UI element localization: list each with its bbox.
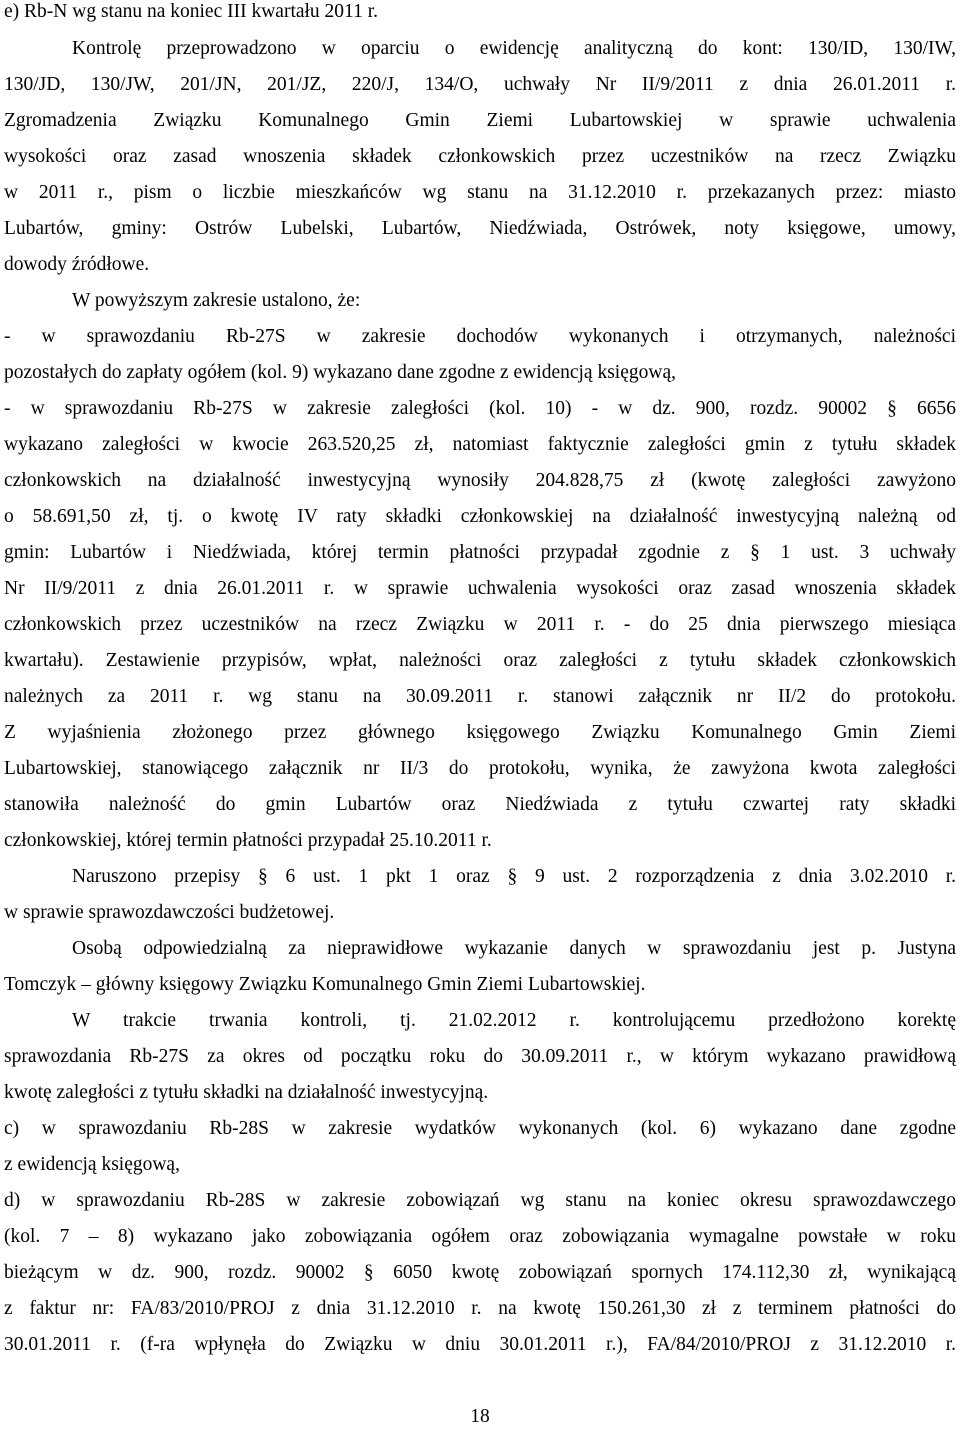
text-line: gmin: Lubartów i Niedźwiada, której termin płatności przypadał zgodnie z § 1 ust. 3 uchwały xyxy=(4,542,956,563)
text-line: Zgromadzenia Związku Komunalnego Gmin Ziemi Lubartowskiej w sprawie uchwalenia xyxy=(4,110,956,131)
text-line: 30.01.2011 r. (f-ra wpłynęła do Związku w dniu 30.01.2011 r.), FA/84/2010/PROJ z 31.12.2010 r. xyxy=(4,1334,956,1355)
text-line: W powyższym zakresie ustalono, że: xyxy=(72,290,361,311)
text-line: e) Rb-N wg stanu na koniec III kwartału 2011 r. xyxy=(4,1,379,22)
text-line: - w sprawozdaniu Rb-27S w zakresie zaległości (kol. 10) - w dz. 900, rozdz. 90002 § 6656 xyxy=(4,398,956,419)
text-line: Kontrolę przeprowadzono w oparciu o ewidencję analityczną do kont: 130/ID, 130/IW, xyxy=(72,38,956,59)
text-line: Osobą odpowiedzialną za nieprawidłowe wykazanie danych w sprawozdaniu jest p. Justyna xyxy=(72,938,956,959)
text-line: należnych za 2011 r. wg stanu na 30.09.2011 r. stanowi załącznik nr II/2 do protokołu. xyxy=(4,686,956,707)
text-line: z faktur nr: FA/83/2010/PROJ z dnia 31.12.2010 r. na kwotę 150.261,30 zł z terminem płatności do xyxy=(4,1298,956,1319)
text-line: o 58.691,50 zł, tj. o kwotę IV raty składki członkowskiej na działalność inwestycyjną należną od xyxy=(4,506,956,527)
text-line: - w sprawozdaniu Rb-27S w zakresie dochodów wykonanych i otrzymanych, należności xyxy=(4,326,956,347)
text-line: kwartału). Zestawienie przypisów, wpłat, należności oraz zaległości z tytułu składek członkowskich xyxy=(4,650,956,671)
page-number: 18 xyxy=(470,1406,490,1427)
text-line: Z wyjaśnienia złożonego przez głównego księgowego Związku Komunalnego Gmin Ziemi xyxy=(4,722,956,743)
text-line: w sprawie sprawozdawczości budżetowej. xyxy=(4,902,335,923)
text-line: członkowskiej, której termin płatności przypadał 25.10.2011 r. xyxy=(4,830,492,851)
text-line: d) w sprawozdaniu Rb-28S w zakresie zobowiązań wg stanu na koniec okresu sprawozdawczego xyxy=(4,1190,956,1211)
text-line: c) w sprawozdaniu Rb-28S w zakresie wydatków wykonanych (kol. 6) wykazano dane zgodne xyxy=(4,1118,956,1139)
text-line: stanowiła należność do gmin Lubartów oraz Niedźwiada z tytułu czwartej raty składki xyxy=(4,794,956,815)
text-line: bieżącym w dz. 900, rozdz. 90002 § 6050 kwotę zobowiązań spornych 174.112,30 zł, wynikającą xyxy=(4,1262,956,1283)
text-line: w 2011 r., pism o liczbie mieszkańców wg stanu na 31.12.2010 r. przekazanych przez: miasto xyxy=(4,182,956,203)
text-line: kwotę zaległości z tytułu składki na działalność inwestycyjną. xyxy=(4,1082,489,1103)
text-line: sprawozdania Rb-27S za okres od początku roku do 30.09.2011 r., w którym wykazano prawidłową xyxy=(4,1046,956,1067)
text-line: z ewidencją księgową, xyxy=(4,1154,180,1175)
text-line: (kol. 7 – 8) wykazano jako zobowiązania ogółem oraz zobowiązania wymagalne powstałe w roku xyxy=(4,1226,956,1247)
text-line: Lubartów, gminy: Ostrów Lubelski, Lubartów, Niedźwiada, Ostrówek, noty księgowe, umowy, xyxy=(4,218,956,239)
text-line: wysokości oraz zasad wnoszenia składek członkowskich przez uczestników na rzecz Związku xyxy=(4,146,956,167)
text-line: W trakcie trwania kontroli, tj. 21.02.2012 r. kontrolującemu przedłożono korektę xyxy=(72,1010,956,1031)
text-line: Nr II/9/2011 z dnia 26.01.2011 r. w sprawie uchwalenia wysokości oraz zasad wnoszenia składek xyxy=(4,578,956,599)
text-line: wykazano zaległości w kwocie 263.520,25 zł, natomiast faktycznie zaległości gmin z tytułu składek xyxy=(4,434,956,455)
text-line: członkowskich na działalność inwestycyjną wynosiły 204.828,75 zł (kwotę zaległości zawyżono xyxy=(4,470,956,491)
text-line: 130/JD, 130/JW, 201/JN, 201/JZ, 220/J, 134/O, uchwały Nr II/9/2011 z dnia 26.01.2011 r. xyxy=(4,74,956,95)
text-line: dowody źródłowe. xyxy=(4,254,150,275)
text-line: pozostałych do zapłaty ogółem (kol. 9) wykazano dane zgodne z ewidencją księgową, xyxy=(4,362,676,383)
text-line: Lubartowskiej, stanowiącego załącznik nr II/3 do protokołu, wynika, że zawyżona kwota zaległości xyxy=(4,758,956,779)
text-line: członkowskich przez uczestników na rzecz Związku w 2011 r. - do 25 dnia pierwszego miesiąca xyxy=(4,614,956,635)
text-line: Tomczyk – główny księgowy Związku Komunalnego Gmin Ziemi Lubartowskiej. xyxy=(4,974,646,995)
text-line: Naruszono przepisy § 6 ust. 1 pkt 1 oraz § 9 ust. 2 rozporządzenia z dnia 3.02.2010 r. xyxy=(72,866,956,887)
